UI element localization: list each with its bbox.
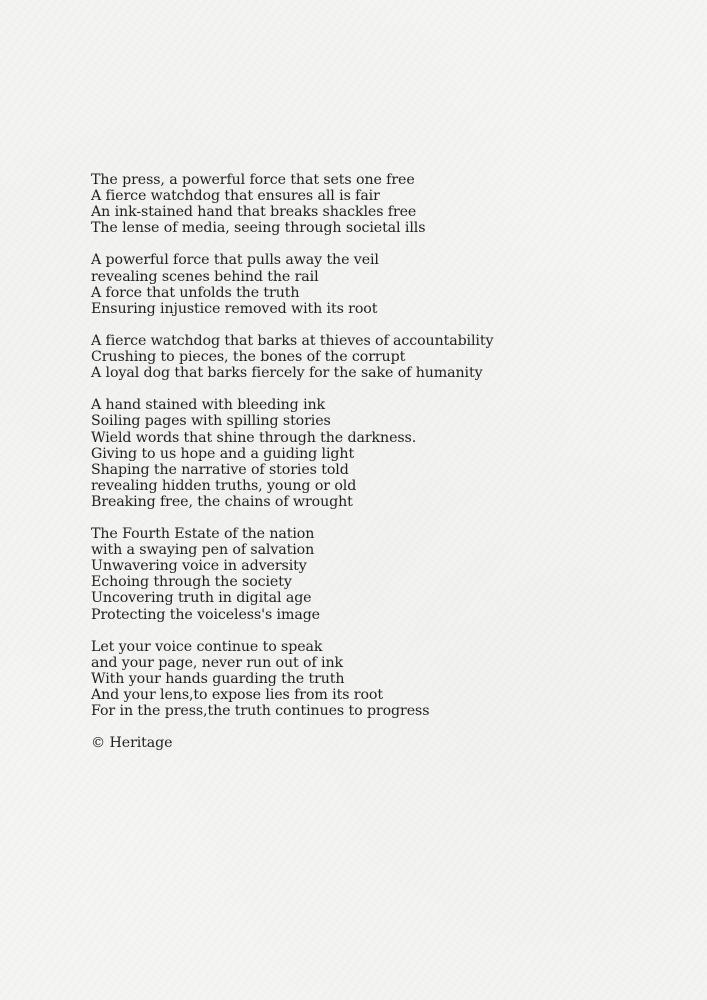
poem-line: Wield words that shine through the darkness. — [91, 429, 417, 446]
poem-line: Shaping the narrative of stories told — [91, 461, 349, 478]
stanza-4 — [91, 397, 671, 510]
poem-line: A powerful force that pulls away the veil — [91, 252, 379, 269]
poem-line: Breaking free, the chains of wrought — [91, 493, 353, 510]
poem-line: And your lens,to expose lies from its root — [91, 687, 383, 703]
poem-line: For in the press,the truth continues to progress — [91, 703, 430, 720]
poem-line: Echoing through the society — [91, 574, 292, 591]
poem-line: Protecting the voiceless's image — [91, 606, 320, 623]
poem-line: and your page, never run out of ink — [91, 654, 343, 671]
poem-line: Crushing to pieces, the bones of the corrupt — [91, 349, 406, 366]
poem-line: Soiling pages with spilling stories — [91, 413, 331, 430]
poem-line: Let your voice continue to speak — [91, 638, 323, 655]
stanza-6 — [91, 639, 671, 719]
poem-line: Giving to us hope and a guiding light — [91, 445, 355, 462]
poem-line: revealing scenes behind the rail — [91, 268, 319, 285]
poem-line: The Fourth Estate of the nation — [91, 526, 315, 543]
poem-line: The lense of media, seeing through societal ills — [91, 220, 426, 237]
poem-line: An ink-stained hand that breaks shackles free — [91, 204, 417, 221]
poem-line: revealing hidden truths, young or old — [91, 477, 357, 494]
stanza-5 — [91, 526, 671, 623]
stanza-2 — [91, 252, 671, 316]
poem-line: A fierce watchdog that barks at thieves of accountability — [91, 332, 494, 349]
stanza-3 — [91, 333, 671, 381]
poem-line: Uncovering truth in digital age — [91, 590, 312, 607]
poem-line: The press, a powerful force that sets one free — [91, 172, 415, 188]
poem-line: With your hands guarding the truth — [91, 670, 345, 687]
poem-line: A fierce watchdog that ensures all is fair — [91, 188, 380, 205]
poem-line: A loyal dog that barks fiercely for the sake of humanity — [91, 365, 483, 382]
stanza-1 — [91, 172, 671, 236]
poem-line: with a swaying pen of salvation — [91, 542, 315, 559]
poem-line: A force that unfolds the truth — [91, 284, 300, 301]
poem-line: Ensuring injustice removed with its root — [91, 300, 378, 317]
poem — [91, 172, 671, 751]
copyright-signature: © Heritage — [91, 735, 173, 752]
poem-line: A hand stained with bleeding ink — [91, 397, 326, 414]
poem-line: Unwavering voice in adversity — [91, 558, 307, 575]
